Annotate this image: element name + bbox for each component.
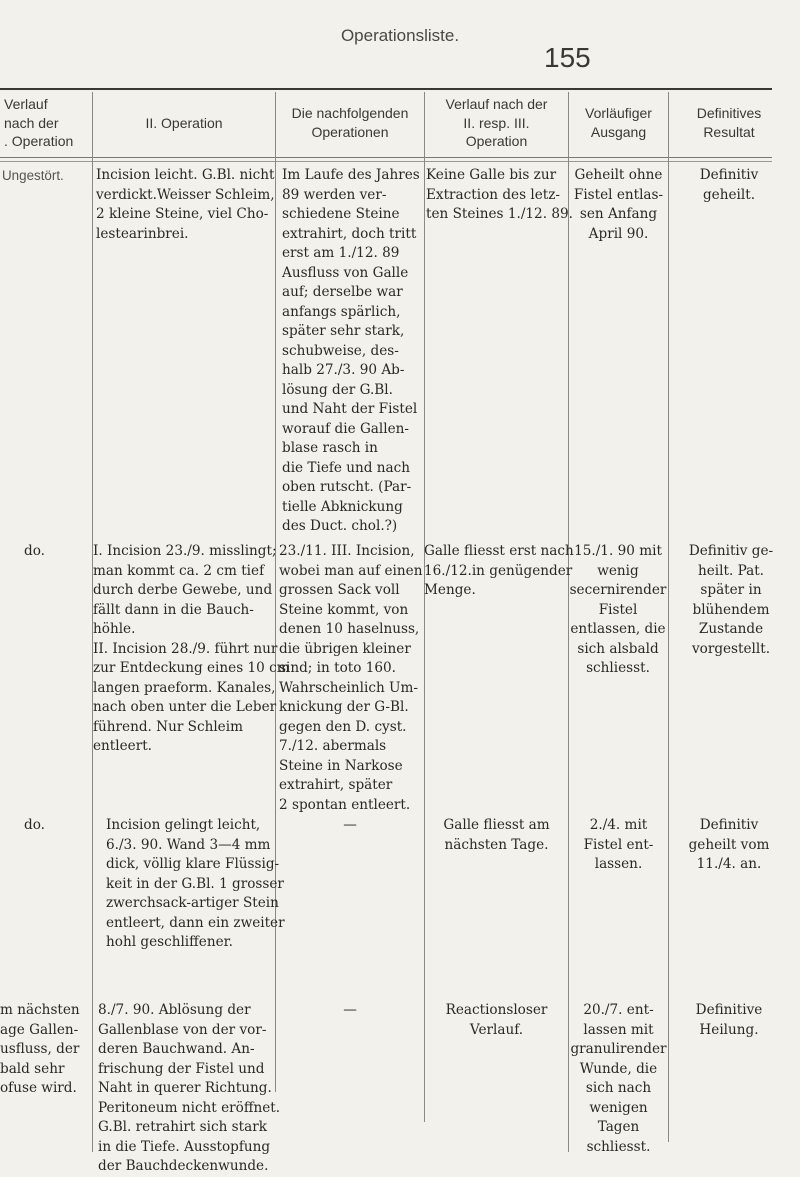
table-cell-ausgang: 15./1. 90 mit wenig secernirender Fistel entlassen, die sich alsbald schliesst.: [569, 543, 667, 676]
header-bottom-rule: [0, 157, 772, 158]
page-header: [0, 0, 800, 73]
table-cell-resultat: Definitive Heilung.: [695, 1002, 763, 1038]
table-cell-verlauf: m nächsten age Gallen- usfluss, der bald sehr ofuse wird.: [0, 1002, 80, 1096]
table-cell-ausgang: 20./7. ent- lassen mit granulirender Wunde, die sich nach wenigen Tagen schliesst.: [570, 1002, 667, 1155]
running-head: Operationsliste.: [340, 26, 460, 45]
table-cell-verlauf: do.: [24, 817, 45, 833]
header-definitives-resultat: Definitives Resultat: [696, 105, 762, 140]
table-cell-folgeoperationen: 23./11. III. Incision, wobei man auf einen grossen Sack voll Steine kommt, von denen 10 haselnuss, die übrigen kleiner sind; in toto 160. Wahrscheinlich Um- knickung der G-Bl. gegen den D. cyst. 7./12. abermals Steine in Narkose extrahirt, später 2 spontan entleert.: [279, 543, 423, 813]
table-cell-resultat: Definitiv ge- heilt. Pat. später in blühendem Zustande vorgestellt.: [688, 543, 774, 657]
table-cell-operation: I. Incision 23./9. misslingt; man kommt ca. 2 cm tief durch derbe Gewebe, und fällt dann in die Bauch- höhle. II. Incision 28./9. führt nur zur Entdeckung eines 10 cm langen praeform. Kanales, nach oben unter die Leber führend. Nur Schleim entleert.: [93, 543, 290, 754]
table-cell-folgeoperationen: —: [343, 1002, 357, 1018]
table-cell-operation: Incision gelingt leicht, 6./3. 90. Wand 3—4 mm dick, völlig klare Flüssig- keit in der G.Bl. 1 grosser zwerchsack-artiger Stein entleert, dann ein zweiter hohl geschliffener.: [106, 817, 285, 950]
table-cell-operation: Incision leicht. G.Bl. nicht verdickt.Weisser Schleim, 2 kleine Steine, viel Cho- lestearinbrei.: [96, 167, 275, 242]
header-vorlaeufiger-ausgang: Vorläufiger Ausgang: [585, 105, 652, 140]
table-cell-resultat: Definitiv geheilt vom 11./4. an.: [688, 817, 770, 872]
header-nachfolgende-operationen: Die nachfolgenden Operationen: [291, 105, 409, 140]
table-cell-verlauf: Ungestört.: [2, 168, 64, 183]
header-zweite-operation: II. Operation: [145, 114, 223, 131]
table-cell-verlauf: do.: [24, 543, 45, 559]
table-cell-operation: 8./7. 90. Ablösung der Gallenblase von der vor- deren Bauchwand. An- frischung der Fistel und Naht in querer Richtung. Peritoneum nicht eröffnet. G.Bl. retrahirt sich stark in die Tiefe. Ausstopfung der Bauchdeckenwunde.: [98, 1002, 281, 1174]
table-top-rule: [0, 88, 772, 90]
header-verlauf-erste-operation: Verlauf nach der . Operation: [4, 95, 74, 150]
table-cell-folgeoperationen: Im Laufe des Jahres 89 werden ver- schiedene Steine extrahirt, doch tritt erst am 1./12. 89 Ausfluss von Galle auf; derselbe war anfangs spärlich, später sehr stark, schubweise, des- halb 27./3. 90 Ab- lösung der G.Bl. und Naht der Fistel worauf die Gallen- blase rasch in die Tiefe und nach oben rutscht. (Par- tielle Abknickung des Duct. chol.?): [282, 167, 420, 534]
table-cell-verlauf-nach: Reactionsloser Verlauf.: [445, 1002, 548, 1038]
table-cell-ausgang: Geheilt ohne Fistel entlas- sen Anfang April 90.: [573, 167, 664, 242]
table-cell-verlauf-nach: Keine Galle bis zur Extraction des letz- ten Steines 1./12. 89.: [426, 167, 573, 222]
column-divider: [424, 92, 425, 1122]
page-number: 155: [544, 42, 591, 73]
table-cell-ausgang: 2./4. mit Fistel ent- lassen.: [583, 817, 654, 872]
table-cell-resultat: Definitiv geheilt.: [699, 167, 759, 203]
table-cell-verlauf-nach: Galle fliesst erst nach 16./12.in genügender Menge.: [424, 543, 574, 598]
table-cell-verlauf-nach: Galle fliesst am nächsten Tage.: [443, 817, 550, 853]
header-verlauf-nach-operation: Verlauf nach der II. resp. III. Operation: [445, 95, 548, 150]
header-bottom-rule-2: [0, 161, 772, 162]
table-cell-folgeoperationen: —: [343, 817, 357, 833]
